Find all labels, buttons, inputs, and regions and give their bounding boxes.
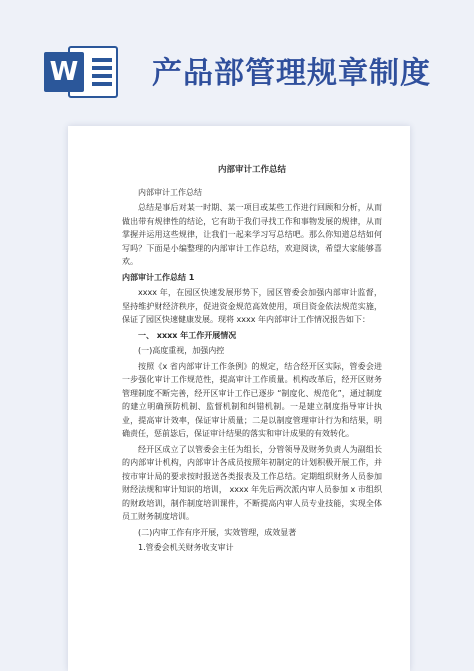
- paragraph-subtitle: 内部审计工作总结: [138, 187, 202, 197]
- section-heading: 内部审计工作总结 1: [122, 272, 195, 282]
- document-title: 内部审计工作总结: [217, 165, 286, 175]
- word-document-icon: [44, 44, 122, 100]
- heading-level-2: (二)内审工作有序开展，实效管理，成效显著: [138, 527, 297, 537]
- heading-level-1: 一、 xxxx 年工作开展情况: [138, 330, 237, 340]
- paragraph-overview: xxxx 年，在园区快速发展形势下，园区管委会加强内部审计监督，坚持维护财经济秩序，促进资金规范高效使用，项目资金依法规范实施，保证了园区快速健康发展。现将 xxxx 年内部审计工作情况报告如下：: [122, 288, 382, 324]
- heading-level-3: 1.管委会机关财务收支审计: [138, 543, 234, 552]
- document-content: [122, 164, 382, 557]
- word-letter-tile: W: [44, 52, 84, 92]
- banner: [0, 0, 474, 110]
- document-page: [68, 126, 410, 671]
- paragraph-body: 经开区成立了以管委会主任为组长，分管领导及财务负责人为副组长的内部审计机构，内部审计各成员按照年初制定的计划积极开展工作，并按市审计局的要求按时报送各类报表及工作总结。定期组织财务人员参加财经法规和审计知识的培训， xxxx 年先后两次派内审人员参加 x 市组织的财政培训，制作制度培训课件，不断提高内审人员专业技能，实现全体员工财务制度培训。: [122, 444, 382, 521]
- heading-level-2: (一)高度重视，加强内控: [138, 346, 225, 355]
- paragraph-body: 按照《x 省内部审计工作条例》的规定，结合经开区实际，管委会进一步强化审计工作规范性，提高审计工作质量。机构改革后，经开区财务管理制度不断完善，经开区审计工作已逐步 “制度化、规范化”，通过制度的建立明确预防机制、监督机制和纠错机制。一是建立制度指导审计执业，提高审计效率，保证审计质量；二是以制度管理审计行为和结果，明确责任，惩前毖后，保证审计结果的落实和审计成果的有效转化。: [122, 361, 382, 438]
- banner-title: 产品部管理规章制度: [152, 56, 431, 91]
- paragraph-intro: 总结是事后对某一时期、某一项目或某些工作进行回顾和分析，从而做出带有规律性的结论，它有助于我们寻找工作和事物发展的规律，从而掌握并运用这些规律，让我们一起来学习写总结吧。那么你知道总结如何写吗？下面是小编整理的内部审计工作总结，欢迎阅读，希望大家能够喜欢。: [122, 203, 382, 266]
